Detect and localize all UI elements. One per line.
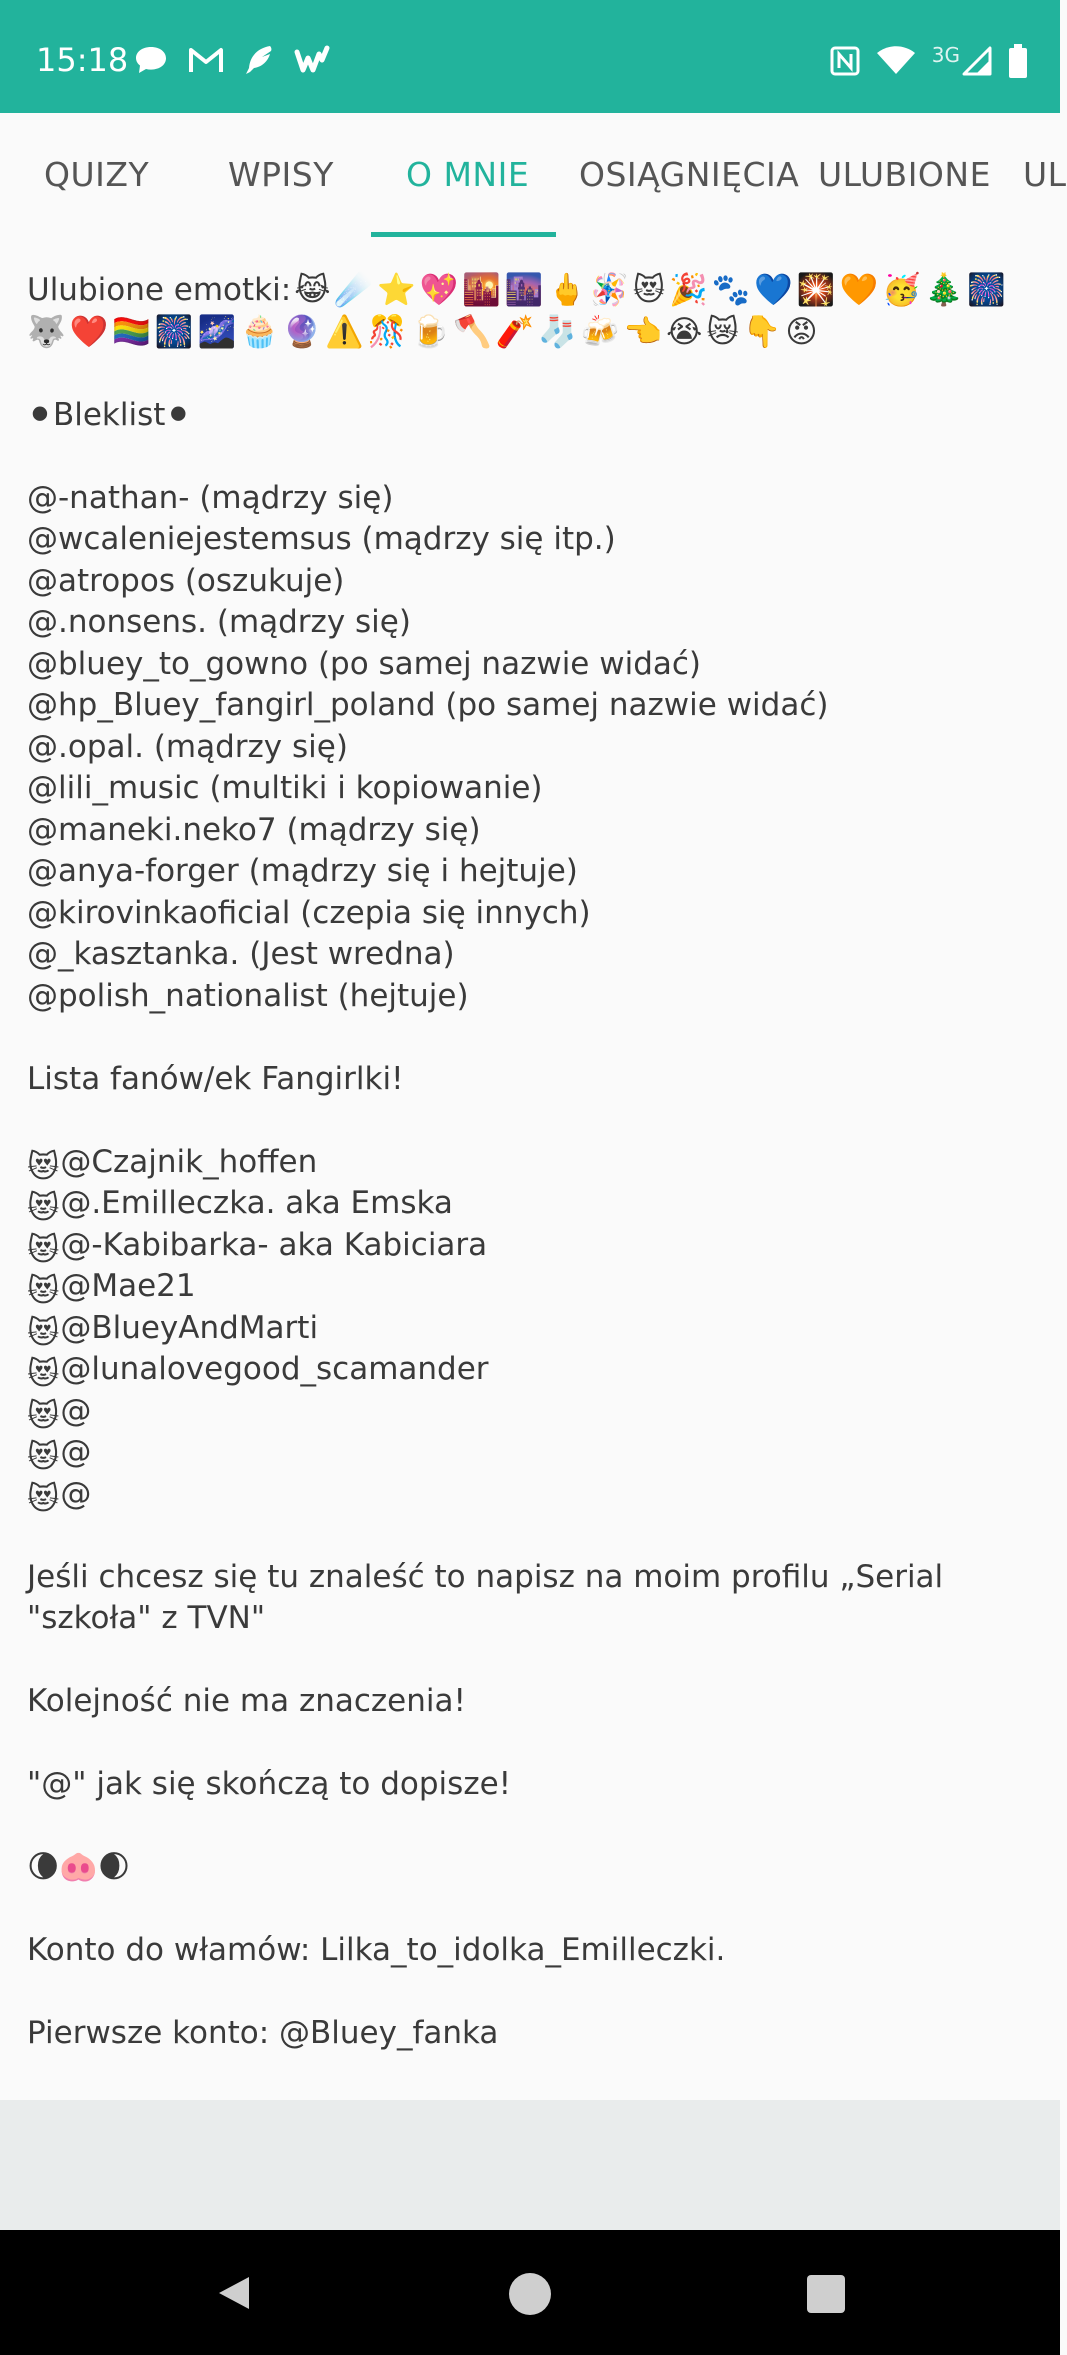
emoji: 🎇 [796, 272, 836, 308]
emoji: 🌇 [462, 272, 501, 308]
emoji: 🎆 [154, 313, 194, 350]
emoji: 🎊 [367, 313, 407, 350]
blacklist-item: @_kasztanka. (Jest wredna) [27, 936, 455, 972]
blacklist-item: @lili_music (multiki i kopiowanie) [27, 770, 543, 806]
emoji: 🌆 [504, 272, 544, 308]
spacer [27, 1100, 1037, 1142]
emoji: 🧁 [240, 313, 279, 350]
emoji: ❤️ [69, 313, 109, 350]
blacklist-item: @.nonsens. (mądrzy się) [27, 604, 411, 640]
network-type-label: 3G [931, 43, 960, 67]
emoji: 🖕 [547, 272, 587, 308]
emoji: 🍺 [410, 313, 450, 350]
fan-item [27, 1142, 1037, 1184]
wattpad-icon [294, 46, 330, 74]
emoji: 🥳 [882, 272, 921, 308]
spacer [27, 436, 1037, 478]
fan-item [27, 1349, 1037, 1391]
fan-name: @.Emilleczka. aka Emska [60, 1185, 453, 1221]
about-me-text [27, 270, 1037, 2055]
spacer [27, 1723, 1037, 1765]
wifi-icon [876, 46, 916, 76]
blacklist-item: @atropos (oszukuje) [27, 562, 345, 599]
fan-name: @BlueyAndMarti [60, 1309, 319, 1346]
system-icons [830, 44, 1028, 78]
fan-name: @ [60, 1434, 92, 1470]
emoji: 🐺 [27, 313, 66, 350]
spacer [27, 1972, 1037, 2014]
fan-item [27, 1183, 1037, 1225]
emoji: 🌌 [197, 313, 237, 350]
status-time: 15:18 [36, 41, 129, 79]
emoji: 😭 [666, 313, 703, 350]
heart-eyes-cat-emoji: 😻 [27, 1397, 60, 1434]
gmail-icon [188, 46, 224, 74]
spacer [27, 1640, 1037, 1682]
emoji: 🧦 [538, 313, 577, 350]
spacer [27, 1889, 1037, 1931]
home-icon[interactable] [508, 2272, 552, 2316]
fan-name: @lunalovegood_scamander [60, 1351, 489, 1387]
fan-name: @-Kabibarka- aka Kabiciara [60, 1226, 488, 1263]
join-note-line-1: Jeśli chcesz się tu znaleść to napisz na moim profilu „Serial [27, 1558, 944, 1595]
blacklist-item: @wcaleniejestemsus (mądrzy się itp.) [27, 521, 616, 557]
emoji: ☄️ [334, 272, 374, 308]
spacer [27, 353, 1037, 395]
emoji: 🧡 [839, 272, 879, 308]
heart-eyes-cat-emoji: 😻 [27, 1356, 60, 1392]
fav-emoji-line-2 [27, 312, 1037, 354]
fan-name: @Czajnik_hoffen [60, 1143, 318, 1180]
fan-name: @ [60, 1392, 92, 1429]
blacklist-item: @.opal. (mądrzy się) [27, 728, 348, 765]
feather-icon [244, 44, 274, 76]
emoji: 😿 [706, 313, 739, 350]
blacklist-item: @polish_nationalist (hejtuje) [27, 977, 469, 1014]
emoji: 🏳️‍🌈 [112, 313, 151, 350]
fav-emoji-label: Ulubione emotki: [27, 272, 292, 308]
battery-icon [1008, 44, 1028, 78]
tab-ul-partial[interactable]: UL [1023, 155, 1067, 194]
join-note-line-2: "szkoła" z TVN" [27, 1600, 266, 1636]
hack-account-note: Konto do włamów: Lilka_to_idolka_Emilleczki. [27, 1932, 726, 1968]
recents-icon[interactable] [806, 2274, 846, 2314]
heart-eyes-cat-emoji: 😻 [27, 1190, 60, 1226]
profile-tabs [0, 113, 1067, 237]
blacklist-title: ⚫Bleklist⚫ [27, 396, 192, 433]
at-note: "@" jak się skończą to dopisze! [27, 1766, 512, 1802]
emoji: 🐾 [711, 272, 751, 308]
fan-item [27, 1308, 1037, 1350]
about-me-content [0, 237, 1060, 2100]
fan-item [27, 1432, 1037, 1474]
fan-item [27, 1266, 1037, 1308]
fan-name: @Mae21 [60, 1268, 196, 1304]
heart-eyes-cat-emoji: 😻 [27, 1231, 60, 1268]
emoji: 🎆 [967, 272, 1006, 308]
emoji: 😹 [294, 272, 331, 308]
emoji: 🎉 [669, 272, 708, 308]
spacer [27, 1017, 1037, 1059]
spacer [27, 1806, 1037, 1848]
android-nav-bar [0, 2230, 1060, 2355]
emoji: 🔮 [282, 313, 322, 350]
emoji: 🎄 [924, 272, 964, 308]
emoji: ⚠️ [325, 313, 364, 350]
heart-eyes-cat-emoji: 😻 [27, 1148, 60, 1185]
status-bar [0, 0, 1060, 113]
emoji: 😻 [632, 272, 666, 308]
tab-wpisy[interactable]: WPISY [228, 155, 334, 194]
heart-eyes-cat-emoji: 😻 [27, 1439, 60, 1475]
notification-icons [134, 44, 330, 76]
emoji: 👈 [623, 313, 663, 350]
emoji: 💙 [754, 272, 793, 308]
blacklist-item: @maneki.neko7 (mądrzy się) [27, 811, 481, 848]
emoji: 🍻 [580, 313, 620, 350]
emoji: 🪅 [590, 272, 629, 308]
fan-item [27, 1474, 1037, 1516]
blacklist-item: @-nathan- (mądrzy się) [27, 479, 394, 516]
order-note: Kolejność nie ma znaczenia! [27, 1683, 466, 1719]
blacklist-item: @anya-forger (mądrzy się i hejtuje) [27, 853, 578, 889]
signal-icon [962, 46, 992, 76]
emoji: 🧨 [495, 313, 535, 350]
blacklist-item: @bluey_to_gowno (po samej nazwie widać) [27, 645, 702, 682]
emoji: 👇 [742, 313, 782, 350]
fav-emoji-line [27, 270, 1037, 312]
emoji: ⭐ [377, 272, 416, 308]
face-emoji: 🌘🐽🌒 [27, 1849, 131, 1885]
fan-item [27, 1391, 1037, 1433]
fans-title: Lista fanów/ek Fangirlki! [27, 1060, 404, 1097]
heart-eyes-cat-emoji: 😻 [27, 1314, 60, 1351]
blacklist-item: @hp_Bluey_fangirl_poland (po samej nazwie widać) [27, 687, 829, 723]
tab-o-mnie[interactable]: O MNIE [406, 155, 530, 194]
spacer [27, 1515, 1037, 1557]
tab-ulubione[interactable]: ULUBIONE [818, 155, 991, 194]
emoji: 💖 [419, 272, 459, 308]
empty-footer-area [0, 2100, 1060, 2230]
nfc-icon [830, 46, 860, 76]
heart-eyes-cat-emoji: 😻 [27, 1273, 60, 1309]
tab-osiagniecia[interactable]: OSIĄGNIĘCIA [579, 155, 800, 194]
heart-eyes-cat-emoji: 😻 [27, 1480, 60, 1517]
fan-item [27, 1225, 1037, 1267]
first-account-note: Pierwsze konto: @Bluey_fanka [27, 2015, 499, 2051]
chat-bubble-icon [134, 45, 168, 75]
back-icon[interactable] [213, 2273, 253, 2313]
fan-name: @ [60, 1475, 92, 1512]
tab-quizy[interactable]: QUIZY [44, 155, 150, 194]
emoji: 🪓 [453, 313, 492, 350]
blacklist-item: @kirovinkaoficial (czepia się innych) [27, 894, 591, 931]
emoji: 😡 [785, 313, 818, 350]
